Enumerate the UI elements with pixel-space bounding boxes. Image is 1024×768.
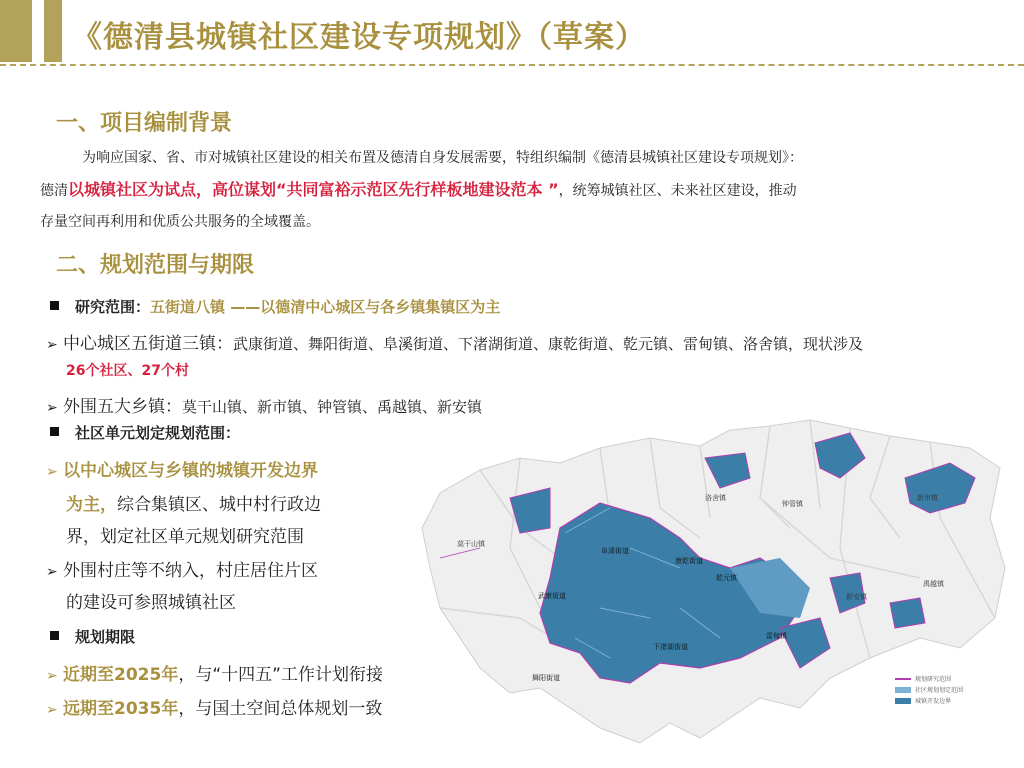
- outer-towns-label: 外围五大乡镇：: [63, 397, 182, 417]
- arrow-bullet-icon: ➢: [46, 564, 58, 580]
- center-count: 26个社区、27个村: [66, 363, 189, 379]
- near-term: [46, 660, 383, 685]
- unit-emphasis2: 为主，: [66, 495, 117, 515]
- period-heading: [50, 626, 135, 647]
- unit-scope: [50, 422, 240, 443]
- outer-towns-value: 莫干山镇、新市镇、钟管镇、禹越镇、新安镇: [182, 398, 483, 416]
- unit-rest1: 综合集镇区、城中村行政边: [117, 495, 321, 515]
- unit-line2: [66, 490, 321, 515]
- near-term-rest: ，与“十四五”工作计划衔接: [178, 665, 383, 685]
- section1-line2-prefix: 德清: [40, 183, 68, 199]
- bullet-square-icon: [50, 427, 59, 436]
- section2-heading: 二、规划范围与期限: [56, 253, 255, 278]
- map-label-zhongguan: 钟管镇: [782, 500, 803, 508]
- title-bar-accent-right: [44, 0, 62, 62]
- legend-label-boundary: 规划研究范围: [915, 676, 952, 683]
- section1-heading: 一、项目编制背景: [56, 111, 233, 136]
- far-term-rest: ，与国土空间总体规划一致: [178, 699, 383, 719]
- section1-line2-emphasis: 以城镇社区为试点，高位谋划“共同富裕示范区先行样板地建设范本 ”: [68, 180, 559, 199]
- map-legend: [895, 673, 963, 706]
- arrow-bullet-icon: ➢: [46, 464, 58, 480]
- legend-item-community: [895, 684, 963, 695]
- map-label-leidian: 雷甸镇: [766, 632, 787, 640]
- unit-line1: [46, 456, 318, 481]
- center-area-value: 武康街道、舞阳街道、阜溪街道、下渚湖街道、康乾街道、乾元镇、雷甸镇、洛舍镇，现状涉及: [233, 335, 864, 353]
- research-scope-label: 研究范围：: [75, 298, 151, 316]
- page-title: 《德清县城镇社区建设专项规划》（草案）: [72, 20, 646, 55]
- map-label-qianyuan: 乾元镇: [716, 574, 737, 582]
- bullet-square-icon: [50, 631, 59, 640]
- map-label-kangqian: 康乾街道: [675, 557, 703, 565]
- far-term: [46, 694, 382, 719]
- map-label-fuxi: 阜溪街道: [601, 547, 629, 555]
- unit-emphasis1: 以中心城区与乡镇的城镇开发边界: [63, 461, 318, 481]
- section1-line2-suffix: ，统筹城镇社区、未来社区建设，推动: [558, 183, 797, 199]
- legend-label-community: 社区规划划定范围: [915, 687, 964, 694]
- village-line1: [46, 556, 318, 581]
- map-label-luoshe: 洛舍镇: [705, 494, 726, 502]
- arrow-bullet-icon: ➢: [46, 702, 58, 718]
- arrow-bullet-icon: ➢: [46, 668, 58, 684]
- unit-rest2: 界，划定社区单元规划研究范围: [66, 527, 304, 547]
- legend-swatch-boundary: [895, 678, 911, 680]
- bullet-square-icon: [50, 301, 59, 310]
- map-label-xinshi: 新市镇: [917, 494, 938, 502]
- legend-swatch-community: [895, 687, 911, 693]
- legend-item-boundary: [895, 673, 963, 684]
- research-scope: [50, 296, 500, 317]
- map-label-xiazhuhu: 下渚湖街道: [653, 643, 688, 651]
- section1-line3: 存量空间再利用和优质公共服务的全域覆盖。: [40, 214, 320, 230]
- map-label-moganshan: 莫干山镇: [457, 540, 485, 548]
- legend-label-development: 城镇开发边界: [915, 698, 952, 705]
- arrow-bullet-icon: ➢: [46, 400, 58, 416]
- unit-scope-label: 社区单元划定规划范围：: [75, 424, 241, 442]
- far-term-emphasis: 远期至2035年: [63, 699, 179, 719]
- arrow-bullet-icon: ➢: [46, 337, 58, 353]
- map-label-xinan: 新安镇: [846, 593, 867, 601]
- village-text1: 外围村庄等不纳入，村庄居住片区: [63, 561, 318, 581]
- section1-line1: 为响应国家、省、市对城镇社区建设的相关布置及德清自身发展需要，特组织编制《德清县城镇社区建设专项规划》：: [82, 150, 803, 166]
- map-label-wuyang: 舞阳街道: [532, 674, 560, 682]
- period-label: 规划期限: [75, 628, 136, 646]
- legend-item-development: [895, 695, 963, 706]
- near-term-emphasis: 近期至2025年: [63, 665, 179, 685]
- title-divider: [0, 64, 1024, 66]
- center-area: [46, 329, 863, 354]
- section1-line2: [40, 174, 797, 207]
- map-label-yuyue: 禹越镇: [923, 580, 944, 588]
- map-label-wukang: 武康街道: [538, 592, 566, 600]
- village-text2: 的建设可参照城镇社区: [66, 593, 236, 613]
- title-bar-accent-left: [0, 0, 32, 62]
- research-scope-value: 五街道八镇 ——以德清中心城区与各乡镇集镇区为主: [150, 298, 501, 316]
- legend-swatch-development: [895, 698, 911, 704]
- center-area-label: 中心城区五街道三镇：: [63, 334, 233, 354]
